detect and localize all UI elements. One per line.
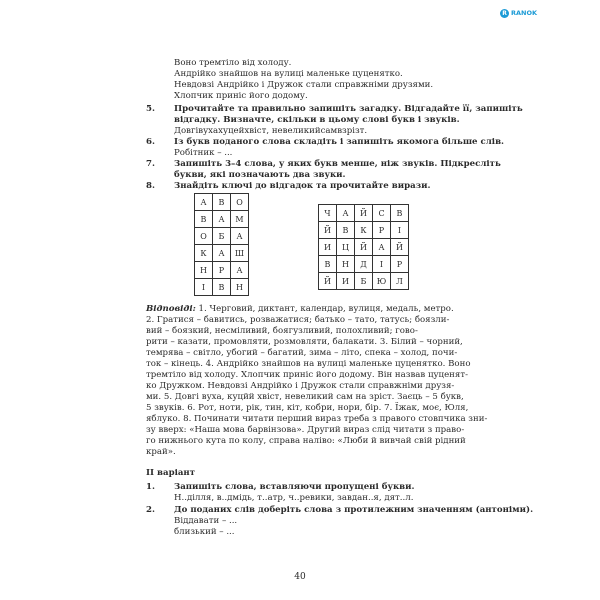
grid-cell: Ю (373, 273, 391, 290)
task-title: Знайдіть ключі до відгадок та прочитайте вирази. (174, 181, 431, 191)
grid-row (195, 211, 249, 228)
grid-cell: С (373, 205, 391, 222)
grid-cell: Б (355, 273, 373, 290)
grid-cell: Й (391, 239, 409, 256)
task-title: Із букв поданого слова складіть і запишіть якомога більше слів. (174, 137, 505, 147)
grid-cell: Ц (337, 239, 355, 256)
task-words: Н..ділля, в..дмідь, т..атр, ч..ревики, завдан..я, дят..л. (174, 493, 414, 503)
task-title: відгадку. Визначте, скільки в цьому слові букв і звуків. (174, 115, 460, 125)
grid-cell: Ш (231, 245, 249, 262)
grid-cell: В (319, 256, 337, 273)
answer-line: край». (146, 447, 176, 457)
grid-cell: В (195, 211, 213, 228)
logo-text: RANOK (511, 9, 538, 17)
grid-cell: А (213, 211, 231, 228)
grid-row (319, 222, 409, 239)
task-title: Запишіть 3–4 слова, у яких букв менше, ніж звуків. Підкресліть (174, 159, 501, 169)
task-title: Запишіть слова, вставляючи пропущені букви. (174, 482, 415, 492)
task-title: Прочитайте та правильно запишіть загадку. Відгадайте її, запишіть (174, 104, 523, 114)
grid-cell: М (231, 211, 249, 228)
grid-cell: А (337, 205, 355, 222)
page-number: 40 (294, 572, 306, 582)
answer-line: яблуко. 8. Починати читати перший вираз треба з правого стовпчика зни- (146, 414, 488, 424)
task-number: 6. (146, 137, 155, 147)
grid-row (319, 205, 409, 222)
grid-cell: О (231, 194, 249, 211)
task-number: 1. (146, 482, 155, 492)
grid-cell: Ч (319, 205, 337, 222)
task-riddle: Довгівухахуцейхвіст, невеликийсамвзрізт. (174, 126, 368, 136)
grid-cell: И (319, 239, 337, 256)
task-word: близький – ... (174, 527, 235, 537)
answer-line: вий – боязкий, несміливий, боягузливий, полохливий; гово- (146, 326, 418, 336)
grid-cell: Й (319, 222, 337, 239)
grid-cell: Н (337, 256, 355, 273)
grid-cell: А (231, 228, 249, 245)
logo-circle-icon: R (500, 9, 509, 18)
task-title: букви, які позначають два звуки. (174, 170, 346, 180)
grid-cell: І (373, 256, 391, 273)
grid-cell: Б (213, 228, 231, 245)
task-number: 2. (146, 505, 155, 515)
answer-line: темрява – світло, убогий – багатий, зима – літо, спека – холод, почи- (146, 348, 458, 358)
answer-line: рити – казати, промовляти, розмовляти, балакати. 3. Білий – чорний, (146, 337, 463, 347)
answer-line: го нижнього кута по колу, справа наліво: «Люби й вивчай свій рідний (146, 436, 466, 446)
answer-line: зу вверх: «Наша мова барвінзова». Другий вираз слід читати з право- (146, 425, 465, 435)
grid-cell: О (195, 228, 213, 245)
letter-grid-right (318, 204, 409, 290)
sentence-line: Хлопчик приніс його додому. (174, 91, 308, 101)
answer-line: ми. 5. Довгі вуха, куцйй хвіст, невеликий сам на зріст. Заєць – 5 букв, (146, 392, 464, 402)
grid-row (195, 262, 249, 279)
grid-row (319, 256, 409, 273)
grid-cell: А (195, 194, 213, 211)
sentence-line: Невдовзі Андрійко і Дружок стали справжніми друзями. (174, 80, 434, 90)
grid-cell: Й (319, 273, 337, 290)
grid-cell: В (337, 222, 355, 239)
grid-cell: І (391, 222, 409, 239)
task-word: Віддавати – ... (174, 516, 238, 526)
task-title: До поданих слів доберіть слова з протилежним значенням (антоніми). (174, 505, 534, 515)
sentence-line: Андрійко знайшов на вулиці маленьке цуценятко. (174, 69, 403, 79)
answers-first-line: Відповіді: 1. Черговий, диктант, календар, вулиця, медаль, метро. (146, 304, 454, 314)
sentence-line: Воно тремтіло від холоду. (174, 58, 292, 68)
grid-cell: В (391, 205, 409, 222)
answers-label: Відповіді: (146, 304, 196, 314)
grid-cell: Й (355, 239, 373, 256)
answer-line: ко Дружком. Невдовзі Андрійко і Дружок стали справжніми друзя- (146, 381, 455, 391)
grid-row (195, 245, 249, 262)
grid-cell: А (213, 245, 231, 262)
grid-cell: И (337, 273, 355, 290)
task-prompt: Робітник – ... (174, 148, 233, 158)
answer-line: ток – кінець. 4. Андрійко знайшов на вулиці маленьке цуценятко. Воно (146, 359, 471, 369)
letter-grid-left (194, 193, 249, 296)
grid-cell: Р (373, 222, 391, 239)
grid-cell: Й (355, 205, 373, 222)
grid-row (319, 239, 409, 256)
grid-cell: В (213, 194, 231, 211)
grid-cell: Р (213, 262, 231, 279)
answer-line: 5 звуків. 6. Рот, ноти, рік, тин, кіт, кобри, нори, бір. 7. Їжак, моє, Юля, (146, 403, 469, 413)
grid-cell: Н (195, 262, 213, 279)
answer-line: 2. Гратися – бавитись, розважатися; батько – тато, татусь; боязли- (146, 315, 450, 325)
grid-cell: К (195, 245, 213, 262)
grid-cell: Н (231, 279, 249, 296)
grid-row (319, 273, 409, 290)
grid-cell: І (195, 279, 213, 296)
grid-cell: В (213, 279, 231, 296)
grid-row (195, 194, 249, 211)
grid-cell: Л (391, 273, 409, 290)
grid-row (195, 279, 249, 296)
grid-cell: А (231, 262, 249, 279)
grid-cell: А (373, 239, 391, 256)
variant-title: ІІ варіант (146, 468, 196, 478)
publisher-logo (500, 5, 542, 21)
grid-cell: Р (391, 256, 409, 273)
answer-line: тремтіло від холоду. Хлопчик приніс його додому. Він назвав цуценят- (146, 370, 468, 380)
grid-cell: К (355, 222, 373, 239)
grid-cell: Д (355, 256, 373, 273)
task-number: 5. (146, 104, 155, 114)
grid-row (195, 228, 249, 245)
task-number: 7. (146, 159, 155, 169)
task-number: 8. (146, 181, 155, 191)
